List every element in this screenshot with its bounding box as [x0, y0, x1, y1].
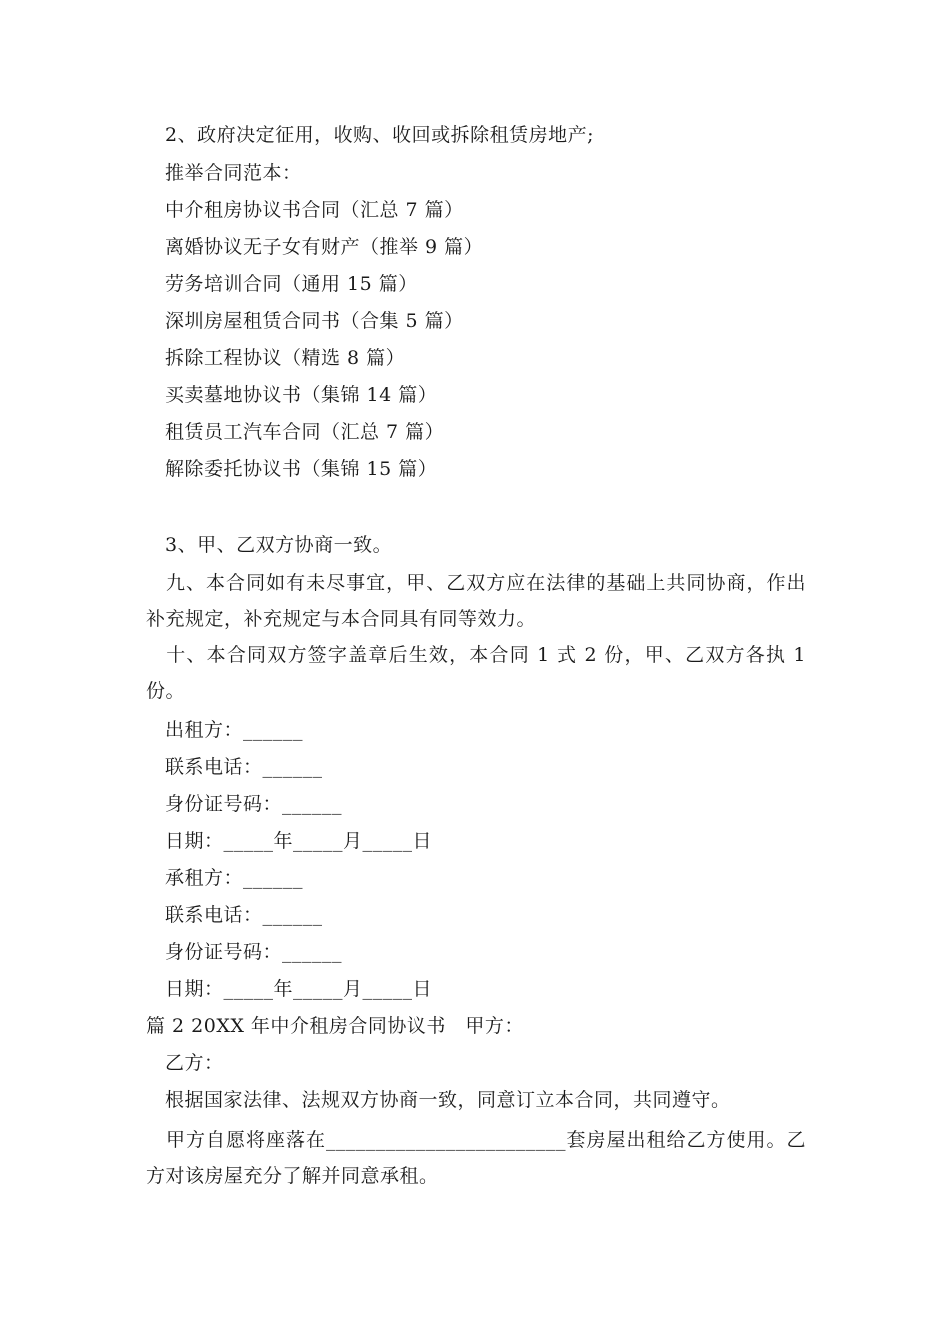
party-b-label: 乙方： [165, 1052, 224, 1074]
recommend-link-3[interactable]: 劳务培训合同（通用 15 篇） [165, 273, 418, 295]
clause-item-2: 2、政府决定征用，收购、收回或拆除租赁房地产; [165, 124, 594, 146]
recommend-heading: 推举合同范本： [165, 162, 302, 184]
house-clause-paragraph: 甲方自愿将座落在________________________套房屋出租给乙方使用。乙方对该房屋充分了解并同意承租。 [146, 1129, 806, 1187]
lessee-signature-field: 承租方：______ [165, 867, 304, 889]
lessor-id-field: 身份证号码：______ [165, 793, 343, 815]
lessor-date-field: 日期：_____年_____月_____日 [165, 830, 433, 852]
recommend-link-5[interactable]: 拆除工程协议（精选 8 篇） [165, 347, 406, 369]
clause-item-3: 3、甲、乙双方协商一致。 [165, 534, 393, 556]
recommend-link-1[interactable]: 中介租房协议书合同（汇总 7 篇） [165, 199, 464, 221]
lessee-id-field: 身份证号码：______ [165, 941, 343, 963]
recommend-link-7[interactable]: 租赁员工汽车合同（汇总 7 篇） [165, 421, 445, 443]
lessor-signature-field: 出租方：______ [165, 719, 304, 741]
article-2-title: 篇 2 20XX 年中介租房合同协议书 甲方： [146, 1015, 524, 1037]
recommend-link-4[interactable]: 深圳房屋租赁合同书（合集 5 篇） [165, 310, 464, 332]
lessee-date-field: 日期：_____年_____月_____日 [165, 978, 433, 1000]
recommend-link-8[interactable]: 解除委托协议书（集锦 15 篇） [165, 458, 438, 480]
recommend-link-6[interactable]: 买卖墓地协议书（集锦 14 篇） [165, 384, 438, 406]
recommend-link-2[interactable]: 离婚协议无子女有财产（推举 9 篇） [165, 236, 484, 258]
clause-9-paragraph: 九、本合同如有未尽事宜，甲、乙双方应在法律的基础上共同协商，作出补充规定，补充规定与本合同具有同等效力。 [146, 572, 806, 630]
clause-10-paragraph: 十、本合同双方签字盖章后生效，本合同 1 式 2 份，甲、乙双方各执 1 份。 [146, 644, 806, 702]
intro-paragraph: 根据国家法律、法规双方协商一致，同意订立本合同，共同遵守。 [165, 1089, 731, 1111]
lessee-phone-field: 联系电话：______ [165, 904, 323, 926]
lessor-phone-field: 联系电话：______ [165, 756, 323, 778]
